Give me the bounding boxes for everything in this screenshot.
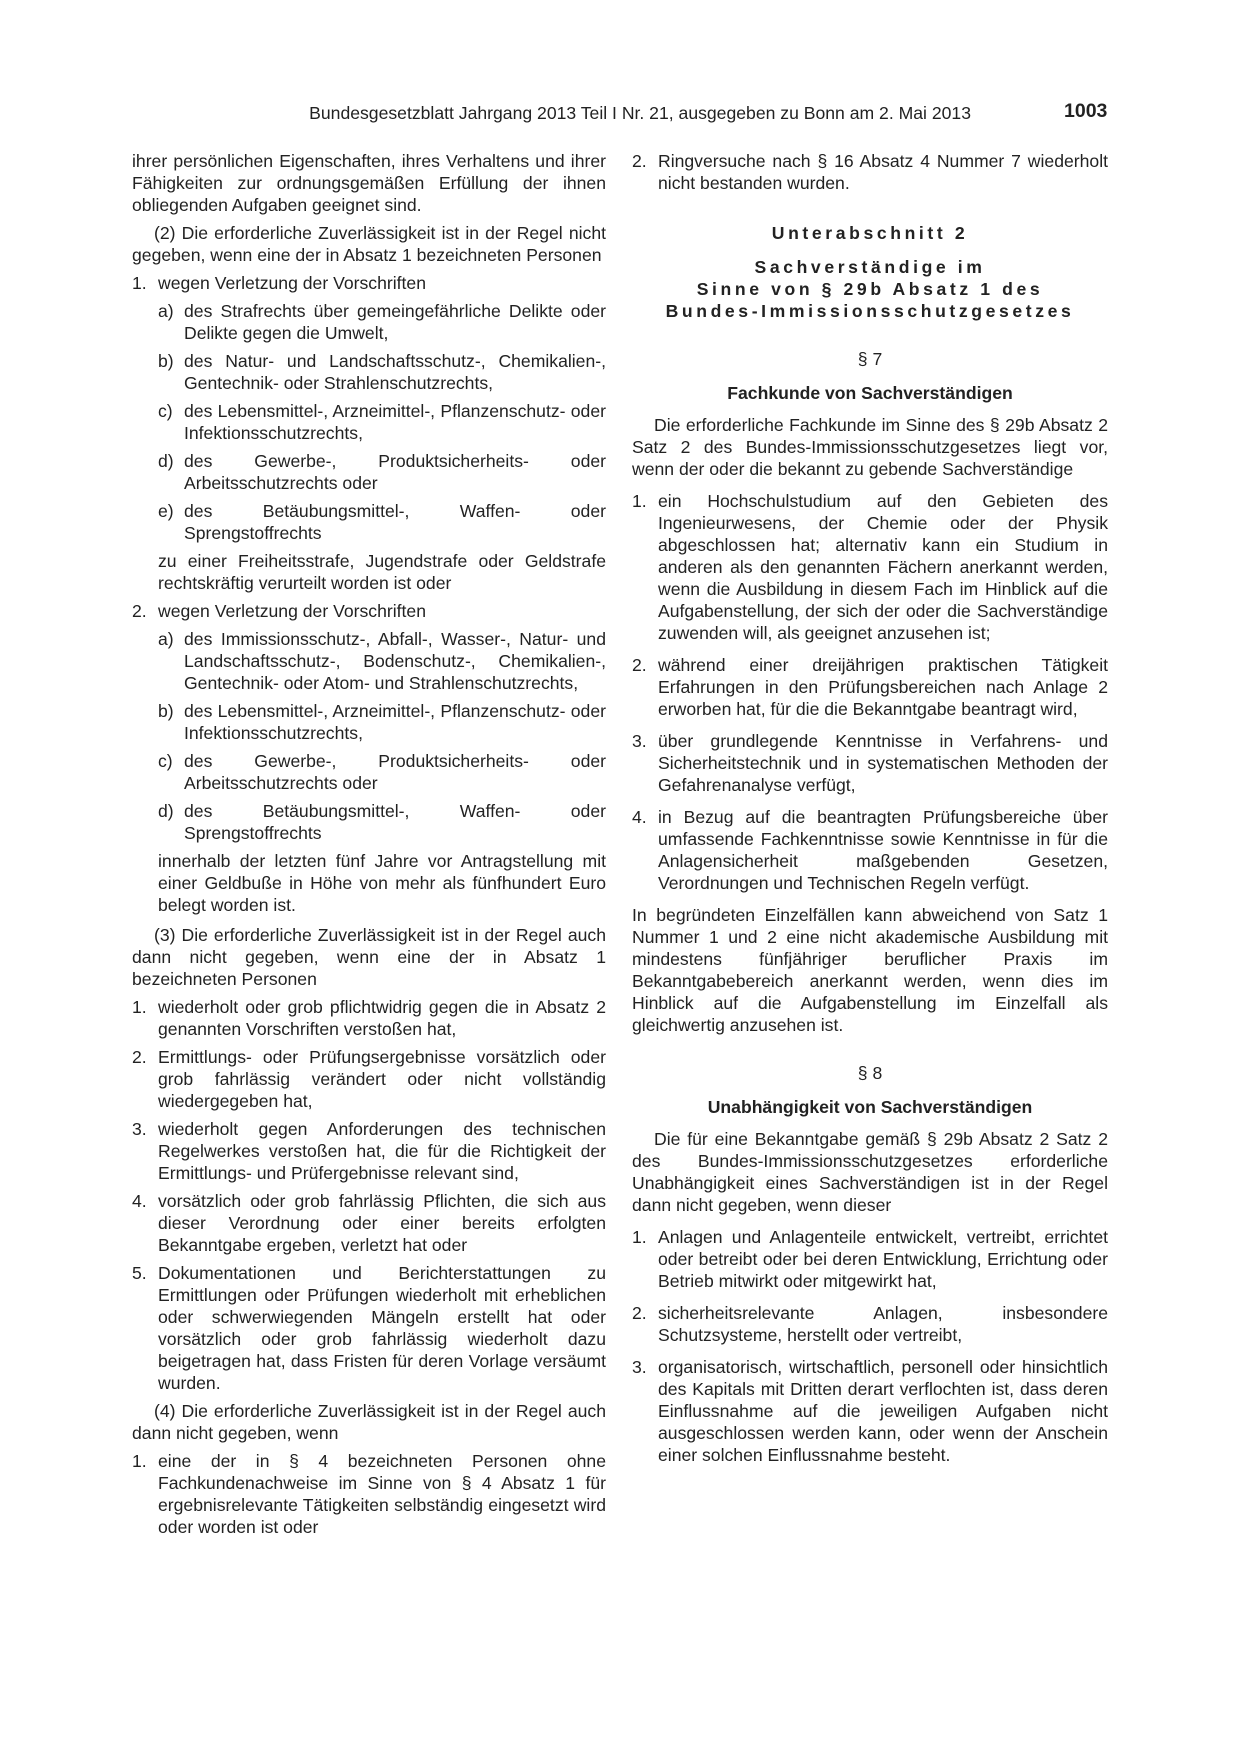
page-header (0, 100, 1241, 124)
sub-item (132, 800, 606, 844)
running-head: Bundesgesetzblatt Jahrgang 2013 Teil I Nr. 21, ausgegeben zu Bonn am 2. Mai 2013 (309, 103, 971, 123)
item-text: während einer dreijährigen praktischen Tätigkeit Erfahrungen in den Prüfungsbereichen nach Anlage 2 erworben hat, für die die Bekanntgabe beantragt wird, (658, 655, 1108, 719)
sub-item-letter: c) (158, 401, 173, 421)
item-text: organisatorisch, wirtschaftlich, personell oder hinsichtlich des Kapitals mit Dritten derart verflochten ist, dass deren Einflussnahme auf die jeweiligen Aufgaben nicht ausgeschlossen werden kann, oder wenn der Anschein einer solchen Einflussnahme besteht. (658, 1357, 1108, 1465)
sub-item-text: des Betäubungsmittel-, Waffen- oder Sprengstoffrechts (184, 501, 606, 543)
sub-item-text: des Natur- und Landschaftsschutz-, Chemikalien-, Gentechnik- oder Strahlenschutzrechts, (184, 351, 606, 393)
item-number: 1. (132, 997, 147, 1017)
sub-item-text: des Strafrechts über gemeingefährliche Delikte oder Delikte gegen die Umwelt, (184, 301, 606, 343)
item-number: 4. (632, 807, 647, 827)
sub-item (132, 628, 606, 694)
sub-item-letter: c) (158, 751, 173, 771)
sub-item-text: des Gewerbe-, Produktsicherheits- oder Arbeitsschutzrechts oder (184, 751, 606, 793)
subsection-subtitle-line: Sinne von § 29b Absatz 1 des (696, 279, 1044, 299)
paragraph-4: (4) Die erforderliche Zuverlässigkeit ist in der Regel auch dann nicht gegeben, wenn (132, 1401, 606, 1443)
item-number: 4. (132, 1191, 147, 1211)
item-text: wegen Verletzung der Vorschriften (158, 601, 426, 621)
sub-item (132, 500, 606, 544)
item-text: über grundlegende Kenntnisse in Verfahrens- und Sicherheitstechnik und in systematischen Methoden der Gefahrenanalyse verfügt, (658, 731, 1108, 795)
section-number: § 7 (857, 349, 883, 369)
list-item-tail: zu einer Freiheitsstrafe, Jugendstrafe oder Geldstrafe rechtskräftig verurteilt worden ist oder (158, 551, 606, 593)
sub-item (132, 450, 606, 494)
sub-item-letter: e) (158, 501, 174, 521)
paragraph-2: (2) Die erforderliche Zuverlässigkeit ist in der Regel nicht gegeben, wenn eine der in Absatz 1 bezeichneten Personen (132, 223, 606, 265)
list-item (632, 730, 1108, 796)
list-item (632, 806, 1108, 894)
sub-item-letter: d) (158, 451, 174, 471)
item-text: wiederholt gegen Anforderungen des technischen Regelwerkes verstoßen hat, die für die Richtigkeit der Ermittlungs- und Prüfergebnisse relevant sind, (158, 1119, 606, 1183)
list-item (632, 150, 1108, 194)
item-text: Dokumentationen und Berichterstattungen zu Ermittlungen oder Prüfungen wiederholt mit erheblichen oder schwerwiegenden Mängeln erstellt hat oder vorsätzlich oder grob fahrlässig wiederholt dazu beigetragen hat, dass Fristen für deren Vorlage versäumt wurden. (158, 1263, 606, 1393)
item-number: 2. (632, 1303, 647, 1323)
item-number: 3. (632, 1357, 647, 1377)
paragraph-3: (3) Die erforderliche Zuverlässigkeit ist in der Regel auch dann nicht gegeben, wenn eine der in Absatz 1 bezeichneten Personen (132, 925, 606, 989)
page-number: 1003 (1064, 100, 1108, 122)
list-item (132, 1046, 606, 1112)
sub-item (132, 700, 606, 744)
sub-item-text: des Immissionsschutz-, Abfall-, Wasser-, Natur- und Landschaftsschutz-, Bodenschutz-, Chemikalien-, Gentechnik- oder Atom- und Strahlenschutzrechts, (184, 629, 606, 693)
section-closing: In begründeten Einzelfällen kann abweichend von Satz 1 Nummer 1 und 2 eine nicht akademische Ausbildung mit mindestens fünfjähriger beruflicher Praxis im Bekanntgabebereich anerkannt werden, wenn dies im Hinblick auf die Aufgabenstellung im Einzelfall als gleichwertig anzusehen ist. (632, 905, 1108, 1035)
item-text: wegen Verletzung der Vorschriften (158, 273, 426, 293)
item-number: 3. (132, 1119, 147, 1139)
item-text: wiederholt oder grob pflichtwidrig gegen die in Absatz 2 genannten Vorschriften verstoßen hat, (158, 997, 606, 1039)
right-column (632, 150, 1108, 1466)
item-number: 5. (132, 1263, 147, 1283)
item-number: 1. (132, 273, 147, 293)
section-heading: Fachkunde von Sachverständigen (727, 383, 1013, 403)
list-item (632, 1226, 1108, 1292)
intro-paragraph: ihrer persönlichen Eigenschaften, ihres Verhaltens und ihrer Fähigkeiten zur ordnungsgemäßen Erfüllung der ihnen obliegenden Aufgaben geeignet sind. (132, 151, 606, 215)
list-item (132, 1262, 606, 1394)
list-item (132, 1118, 606, 1184)
item-number: 2. (632, 655, 647, 675)
sub-item-letter: a) (158, 629, 174, 649)
item-number: 1. (632, 491, 647, 511)
item-text: eine der in § 4 bezeichneten Personen ohne Fachkundenachweise im Sinne von § 4 Absatz 1 für ergebnisrelevante Tätigkeiten selbständig eingesetzt wird oder worden ist oder (158, 1451, 606, 1537)
item-text: in Bezug auf die beantragten Prüfungsbereiche über umfassende Fachkenntnisse sowie Kenntnisse in für die Anlagensicherheit maßgebenden Gesetzen, Verordnungen und Technischen Regeln verfügt. (658, 807, 1108, 893)
sub-item (132, 400, 606, 444)
item-text: Ringversuche nach § 16 Absatz 4 Nummer 7 wiederholt nicht bestanden wurden. (658, 151, 1108, 193)
list-item (132, 996, 606, 1040)
item-number: 1. (632, 1227, 647, 1247)
subsection-title: Unterabschnitt 2 (771, 223, 969, 243)
item-number: 3. (632, 731, 647, 751)
item-number: 2. (632, 151, 647, 171)
item-text: vorsätzlich oder grob fahrlässig Pflichten, die sich aus dieser Verordnung oder einer bereits erfolgten Bekanntgabe ergeben, verletzt hat oder (158, 1191, 606, 1255)
subsection-subtitle-line: Bundes-Immissionsschutzgesetzes (665, 301, 1075, 321)
list-item (132, 272, 606, 294)
list-item-tail: innerhalb der letzten fünf Jahre vor Antragstellung mit einer Geldbuße in Höhe von mehr als fünfhundert Euro belegt worden ist. (158, 851, 606, 915)
sub-item-text: des Lebensmittel-, Arzneimittel-, Pflanzenschutz- oder Infektionsschutzrechts, (184, 701, 606, 743)
sub-item-letter: b) (158, 351, 174, 371)
sub-item-text: des Gewerbe-, Produktsicherheits- oder Arbeitsschutzrechts oder (184, 451, 606, 493)
left-column (132, 150, 606, 1538)
sub-item (132, 300, 606, 344)
item-text: Anlagen und Anlagenteile entwickelt, vertreibt, errichtet oder betreibt oder bei deren Entwicklung, Errichtung oder Betrieb mitwirkt oder mitgewirkt hat, (658, 1227, 1108, 1291)
sub-item (132, 750, 606, 794)
sub-item (132, 350, 606, 394)
list-item (132, 600, 606, 622)
item-text: ein Hochschulstudium auf den Gebieten des Ingenieurwesens, der Chemie oder der Physik abgeschlossen hat; alternativ kann ein Studium in anderen als den genannten Fächern anerkannt werden, wenn die Ausbildung in diesem Fach im Hinblick auf die Aufgabenstellung, der sich der oder die Sachverständige zuwenden will, als geeignet anzusehen ist; (658, 491, 1108, 643)
list-item (632, 490, 1108, 644)
list-item (132, 1190, 606, 1256)
sub-item-text: des Betäubungsmittel-, Waffen- oder Sprengstoffrechts (184, 801, 606, 843)
sub-item-letter: b) (158, 701, 174, 721)
list-item (632, 1356, 1108, 1466)
section-intro: Die für eine Bekanntgabe gemäß § 29b Absatz 2 Satz 2 des Bundes-Immissionsschutzgesetzes erforderliche Unabhängigkeit eines Sachverständigen ist in der Regel dann nicht gegeben, wenn dieser (632, 1129, 1108, 1215)
item-text: sicherheitsrelevante Anlagen, insbesondere Schutzsysteme, herstellt oder vertreibt, (658, 1303, 1108, 1345)
sub-item-text: des Lebensmittel-, Arzneimittel-, Pflanzenschutz- oder Infektionsschutzrechts, (184, 401, 606, 443)
list-item (132, 1450, 606, 1538)
item-text: Ermittlungs- oder Prüfungsergebnisse vorsätzlich oder grob fahrlässig verändert oder nicht vollständig wiedergegeben hat, (158, 1047, 606, 1111)
sub-item-letter: a) (158, 301, 174, 321)
section-heading: Unabhängigkeit von Sachverständigen (707, 1097, 1033, 1117)
subsection-subtitle-line: Sachverständige im (754, 257, 986, 277)
section-number: § 8 (857, 1063, 883, 1083)
item-number: 2. (132, 601, 147, 621)
section-intro: Die erforderliche Fachkunde im Sinne des § 29b Absatz 2 Satz 2 des Bundes-Immissionsschutzgesetzes liegt vor, wenn der oder die bekannt zu gebende Sachverständige (632, 415, 1108, 479)
item-number: 1. (132, 1451, 147, 1471)
sub-item-letter: d) (158, 801, 174, 821)
list-item (632, 654, 1108, 720)
item-number: 2. (132, 1047, 147, 1067)
list-item (632, 1302, 1108, 1346)
